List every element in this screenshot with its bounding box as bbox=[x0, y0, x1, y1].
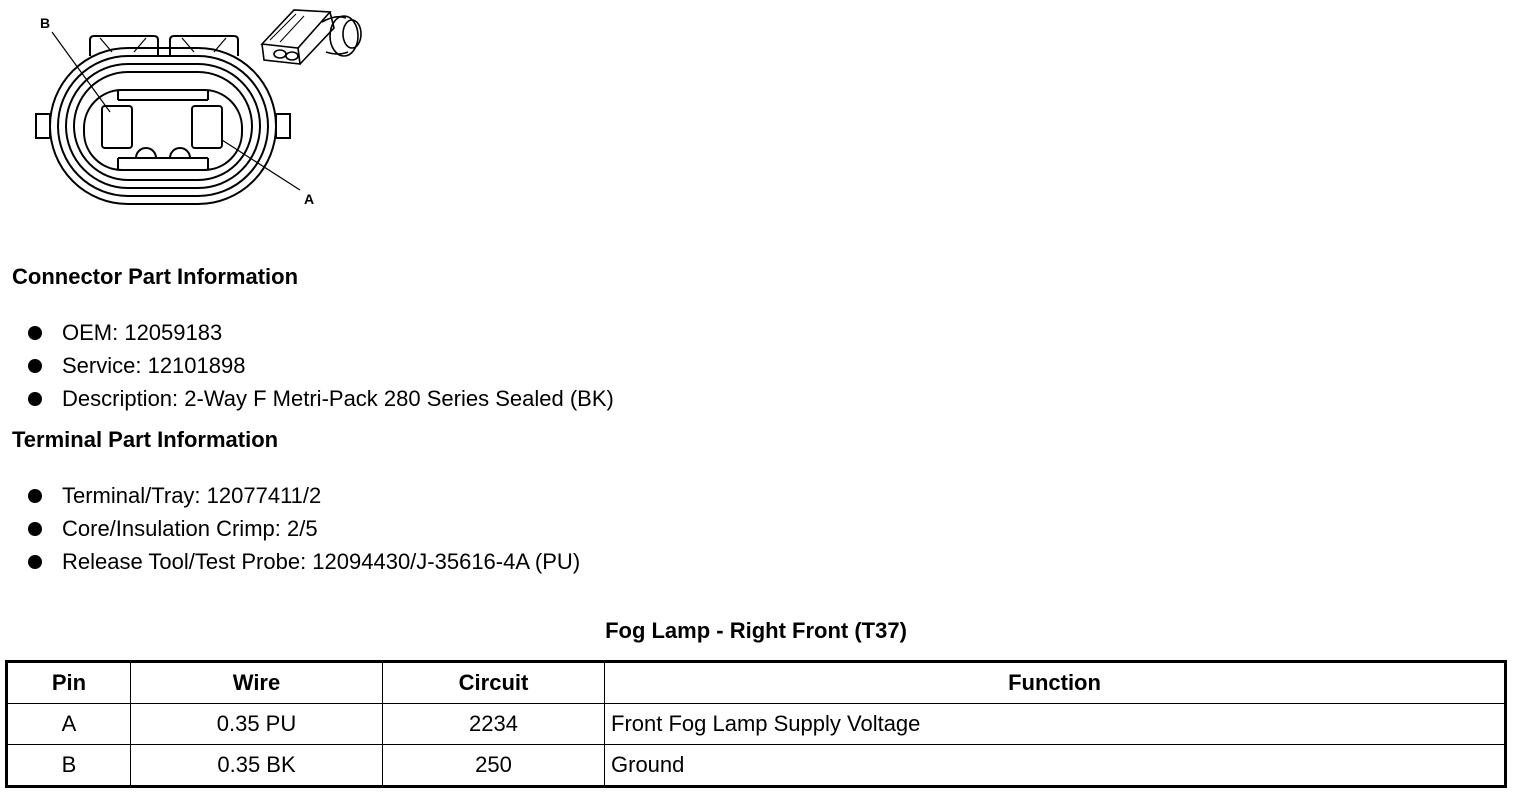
oem-item: OEM: 12059183 bbox=[62, 320, 223, 345]
bullet-icon bbox=[28, 359, 42, 373]
cell-pin: A bbox=[7, 704, 131, 745]
cell-function: Front Fog Lamp Supply Voltage bbox=[605, 704, 1506, 745]
cell-function: Ground bbox=[605, 745, 1506, 787]
connector-info-list bbox=[28, 316, 614, 415]
table-header-row bbox=[7, 662, 1506, 704]
release-tool-item: Release Tool/Test Probe: 12094430/J-35616-4A (PU) bbox=[62, 549, 581, 574]
connector-face-diagram bbox=[0, 0, 380, 215]
list-item bbox=[28, 479, 580, 512]
callout-b: B bbox=[40, 15, 51, 31]
bullet-icon bbox=[28, 392, 42, 406]
table-row bbox=[7, 745, 1506, 787]
list-item bbox=[28, 512, 580, 545]
bullet-icon bbox=[28, 326, 42, 340]
table-row bbox=[7, 704, 1506, 745]
list-item bbox=[28, 349, 614, 382]
terminal-info-heading: Terminal Part Information bbox=[12, 427, 279, 452]
cell-wire: 0.35 BK bbox=[131, 745, 383, 787]
cell-circuit: 2234 bbox=[383, 704, 605, 745]
terminal-tray-item: Terminal/Tray: 12077411/2 bbox=[62, 483, 322, 508]
header-circuit: Circuit bbox=[383, 662, 605, 704]
header-wire: Wire bbox=[131, 662, 383, 704]
cell-wire: 0.35 PU bbox=[131, 704, 383, 745]
header-pin: Pin bbox=[7, 662, 131, 704]
connector-info-heading: Connector Part Information bbox=[12, 264, 299, 289]
list-item bbox=[28, 316, 614, 349]
terminal-info-list bbox=[28, 479, 580, 578]
bullet-icon bbox=[28, 489, 42, 503]
bullet-icon bbox=[28, 522, 42, 536]
cell-circuit: 250 bbox=[383, 745, 605, 787]
crimp-item: Core/Insulation Crimp: 2/5 bbox=[62, 516, 318, 541]
cell-pin: B bbox=[7, 745, 131, 787]
bullet-icon bbox=[28, 555, 42, 569]
header-function: Function bbox=[605, 662, 1506, 704]
pinout-table bbox=[5, 660, 1507, 788]
service-item: Service: 12101898 bbox=[62, 353, 246, 378]
list-item bbox=[28, 382, 614, 415]
list-item bbox=[28, 545, 580, 578]
connector-thumbnail bbox=[262, 10, 361, 64]
table-title: Fog Lamp - Right Front (T37) bbox=[605, 618, 907, 643]
description-item: Description: 2-Way F Metri-Pack 280 Series Sealed (BK) bbox=[62, 386, 614, 411]
callout-a: A bbox=[304, 191, 315, 207]
